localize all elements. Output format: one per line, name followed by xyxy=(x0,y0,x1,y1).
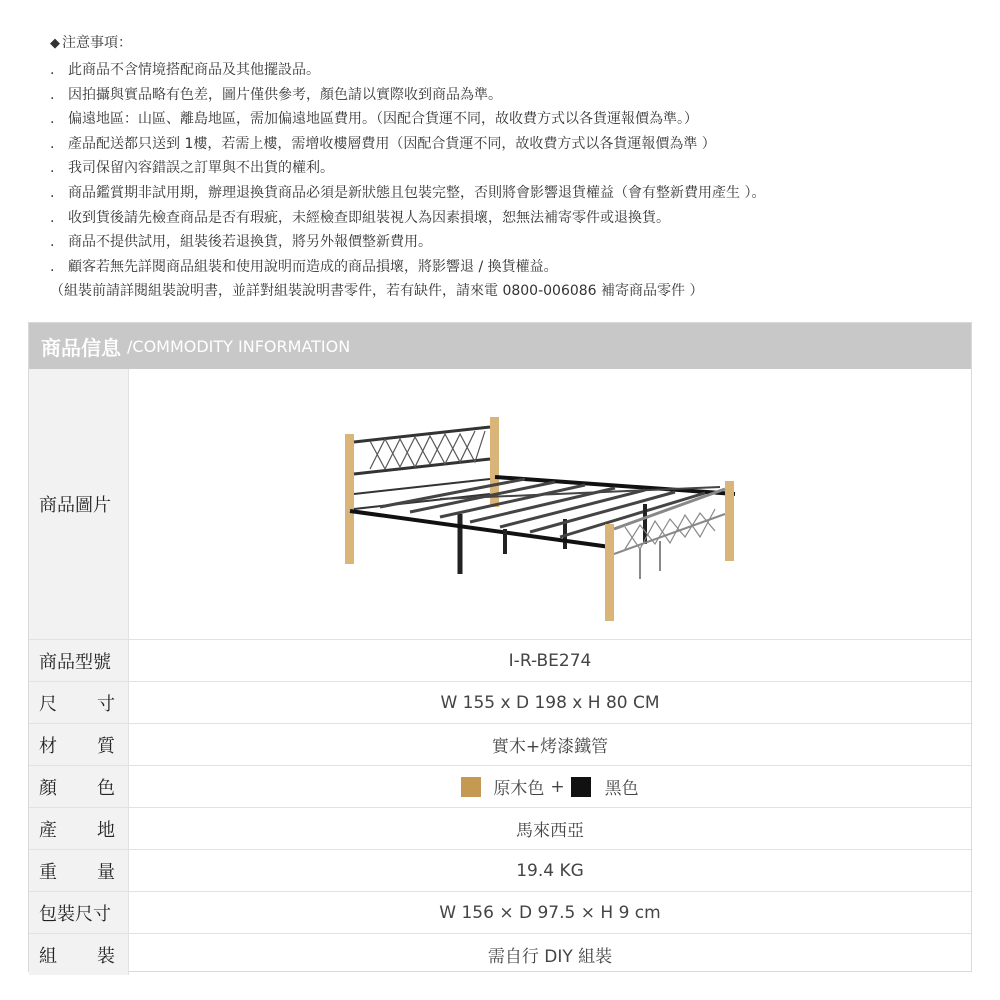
row-label: 商品圖片 xyxy=(29,369,129,639)
notice-section xyxy=(40,33,980,303)
bullet-icon: . xyxy=(50,234,55,251)
row-label xyxy=(29,682,129,723)
wood-color-label: 原木色 xyxy=(493,779,545,799)
notice-footer: （組裝前請詳閱組裝說明書，並詳對組裝說明書零件，若有缺件，請來電 0800-006086 補寄商品零件 ） xyxy=(50,283,704,300)
row-weight xyxy=(29,849,971,891)
row-value: I-R-BE274 xyxy=(508,650,592,671)
bullet-icon: . xyxy=(50,135,55,152)
label-char: 顏 xyxy=(39,777,57,799)
row-package-size xyxy=(29,891,971,933)
label-char: 組 xyxy=(39,945,57,967)
bullet-icon: . xyxy=(50,209,55,226)
bullet-icon: . xyxy=(50,86,55,103)
notice-item: . 產品配送都只送到 1樓，若需上樓，需增收樓層費用（因配合貨運不同，故收費方式以各貨運報價為準 ） xyxy=(40,132,980,157)
bed-slat xyxy=(560,493,705,537)
row-label xyxy=(29,808,129,849)
headboard-post xyxy=(345,434,354,564)
row-size xyxy=(29,681,971,723)
row-value: 需自行 DIY 組裝 xyxy=(487,947,613,967)
product-image-row xyxy=(29,369,971,639)
bed-frame-illustration xyxy=(340,379,760,629)
notice-item: . 收到貨後請先檢查商品是否有瑕疵，未經檢查即組裝視人為因素損壞，恕無法補寄零件或退換貨。 xyxy=(40,206,980,231)
product-image xyxy=(129,369,971,639)
headboard-rail xyxy=(354,479,490,494)
label-char: 裝 xyxy=(97,945,115,967)
row-assembly xyxy=(29,933,971,975)
notice-item: . 我司保留內容錯誤之訂單與不出貨的權利。 xyxy=(40,156,980,181)
bullet-icon: . xyxy=(50,258,55,275)
bullet-icon: . xyxy=(50,160,55,177)
label-char: 重 xyxy=(39,861,57,883)
footboard-post xyxy=(605,524,614,621)
side-rail xyxy=(350,511,610,547)
notice-item: . 因拍攝與實品略有色差，圖片僅供參考，顏色請以實際收到商品為準。 xyxy=(40,83,980,108)
bed-slat xyxy=(530,492,675,532)
row-value: 實木+烤漆鐵管 xyxy=(491,737,609,757)
bullet-icon: . xyxy=(50,184,55,201)
notice-item: . 顧客若無先詳閱商品組裝和使用說明而造成的商品損壞，將影響退 / 換貨權益。 xyxy=(40,255,980,280)
row-value: 19.4 KG xyxy=(516,860,584,881)
row-color xyxy=(29,765,971,807)
label-char: 產 xyxy=(39,819,57,841)
notice-list xyxy=(40,58,980,279)
headboard-rail xyxy=(354,427,490,442)
row-value xyxy=(129,766,971,807)
notice-item: . 商品不提供試用，組裝後若退換貨，將另外報價整新費用。 xyxy=(40,230,980,255)
row-label: 商品型號 xyxy=(29,640,129,681)
row-material xyxy=(29,723,971,765)
row-label xyxy=(29,850,129,891)
bullet-icon: . xyxy=(50,62,55,78)
row-label: 包裝尺寸 xyxy=(29,892,129,933)
label-char: 質 xyxy=(97,735,115,757)
commodity-info-table xyxy=(28,322,972,972)
headboard-rail xyxy=(354,494,490,509)
row-value: W 156 × D 97.5 × H 9 cm xyxy=(439,902,661,923)
headboard-pattern xyxy=(370,431,485,469)
row-label xyxy=(29,724,129,765)
row-value: W 155 x D 198 x H 80 CM xyxy=(440,692,660,713)
info-header xyxy=(29,323,971,369)
row-value: 馬來西亞 xyxy=(516,821,584,841)
black-color-swatch xyxy=(571,777,591,797)
diamond-icon: ◆ xyxy=(50,36,60,51)
row-model xyxy=(29,639,971,681)
notice-item: . 此商品不含情境搭配商品及其他擺設品。 xyxy=(40,58,980,83)
info-header-subtitle: /COMMODITY INFORMATION xyxy=(127,336,351,356)
label-char: 地 xyxy=(97,819,115,841)
notice-item: . 偏遠地區：山區、離島地區，需加偏遠地區費用。（因配合貨運不同，故收費方式以各貨運報價為準。） xyxy=(40,107,980,132)
notice-item: . 商品鑑賞期非試用期，辦理退換貨商品必須是新狀態且包裝完整，否則將會影響退貨權益（會有整新費用產生 ）。 xyxy=(40,181,980,206)
row-label xyxy=(29,934,129,975)
notice-title: ◆ 注意事項： xyxy=(50,35,132,51)
label-char: 尺 xyxy=(39,693,57,715)
info-header-title: 商品信息 xyxy=(41,335,121,360)
label-char: 材 xyxy=(39,735,57,757)
wood-color-swatch xyxy=(461,777,481,797)
row-label xyxy=(29,766,129,807)
label-char: 寸 xyxy=(97,693,115,715)
row-origin xyxy=(29,807,971,849)
bullet-icon: . xyxy=(50,111,55,128)
plus-sign: + xyxy=(550,776,565,797)
black-color-label: 黑色 xyxy=(604,779,639,799)
label-char: 色 xyxy=(97,777,115,799)
label-char: 量 xyxy=(97,861,115,883)
footboard-post xyxy=(725,481,734,561)
